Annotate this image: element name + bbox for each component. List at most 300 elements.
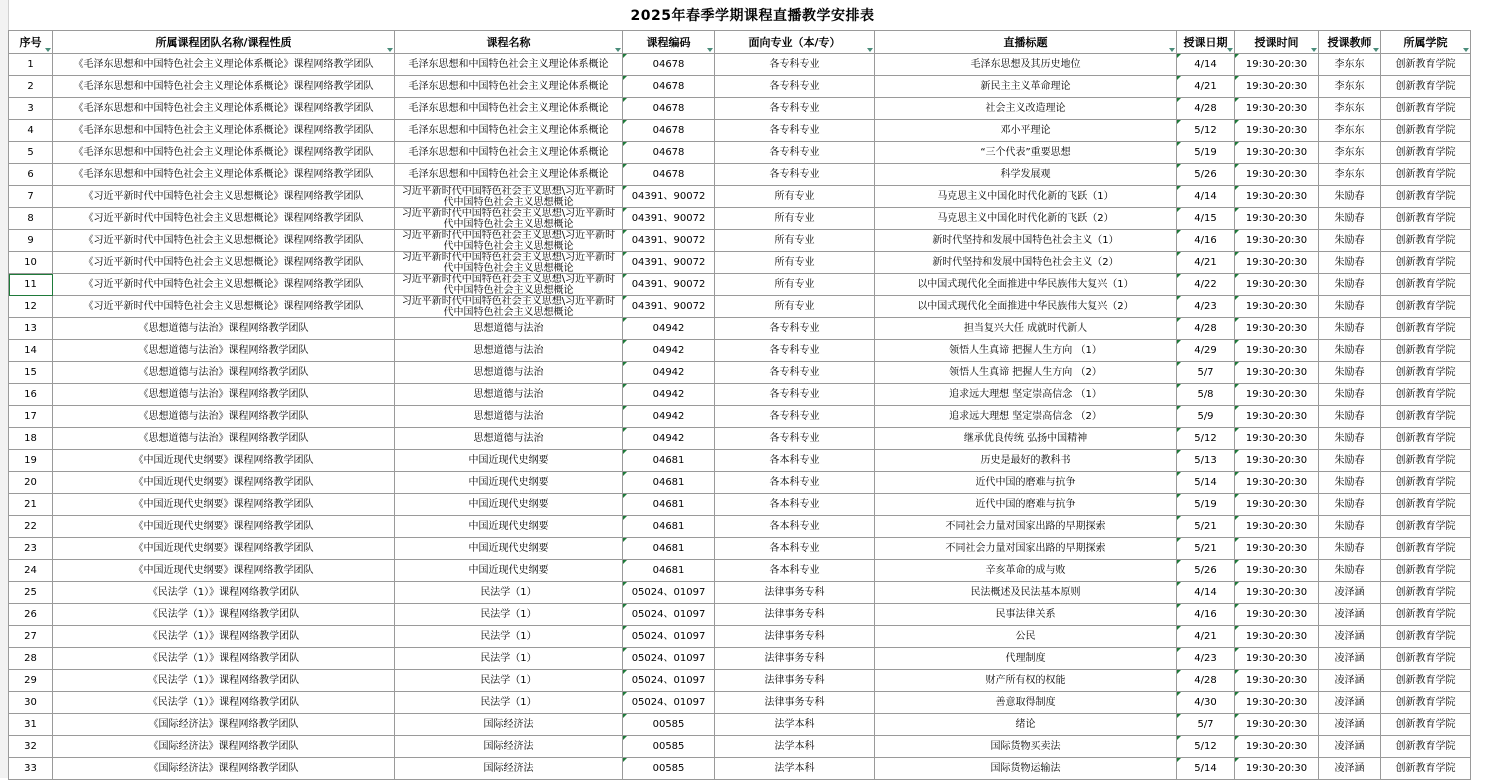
cell-teacher[interactable]: 李东东 bbox=[1319, 76, 1381, 98]
cell-time[interactable]: 19:30-20:30 bbox=[1235, 648, 1319, 670]
cell-major[interactable]: 法律事务专科 bbox=[715, 692, 875, 714]
cell-live-title[interactable]: 历史是最好的教科书 bbox=[875, 450, 1177, 472]
cell-code[interactable]: 04942 bbox=[623, 318, 715, 340]
cell-live-title[interactable]: 民法概述及民法基本原则 bbox=[875, 582, 1177, 604]
cell-code[interactable]: 04391、90072 bbox=[623, 208, 715, 230]
cell-course[interactable]: 中国近现代史纲要 bbox=[395, 538, 623, 560]
cell-major[interactable]: 各本科专业 bbox=[715, 472, 875, 494]
cell-team[interactable]: 《中国近现代史纲要》课程网络教学团队 bbox=[53, 516, 395, 538]
cell-time[interactable]: 19:30-20:30 bbox=[1235, 230, 1319, 252]
cell-teacher[interactable]: 朱励春 bbox=[1319, 472, 1381, 494]
cell-college[interactable]: 创新教育学院 bbox=[1381, 318, 1471, 340]
header-cell-major[interactable]: 面向专业（本/专） bbox=[715, 31, 875, 54]
cell-live-title[interactable]: 社会主义改造理论 bbox=[875, 98, 1177, 120]
cell-live-title[interactable]: 新时代坚持和发展中国特色社会主义（1） bbox=[875, 230, 1177, 252]
cell-team[interactable]: 《中国近现代史纲要》课程网络教学团队 bbox=[53, 450, 395, 472]
cell-time[interactable]: 19:30-20:30 bbox=[1235, 758, 1319, 780]
cell-index[interactable]: 16 bbox=[9, 384, 53, 406]
cell-teacher[interactable]: 李东东 bbox=[1319, 98, 1381, 120]
cell-major[interactable]: 所有专业 bbox=[715, 296, 875, 318]
cell-course[interactable]: 思想道德与法治 bbox=[395, 318, 623, 340]
cell-major[interactable]: 各专科专业 bbox=[715, 362, 875, 384]
cell-code[interactable]: 05024、01097 bbox=[623, 626, 715, 648]
cell-teacher[interactable]: 朱励春 bbox=[1319, 208, 1381, 230]
cell-major[interactable]: 各本科专业 bbox=[715, 516, 875, 538]
cell-major[interactable]: 各本科专业 bbox=[715, 560, 875, 582]
cell-code[interactable]: 04681 bbox=[623, 450, 715, 472]
cell-date[interactable]: 5/26 bbox=[1177, 164, 1235, 186]
header-cell-teacher[interactable]: 授课教师 bbox=[1319, 31, 1381, 54]
header-cell-college[interactable]: 所属学院 bbox=[1381, 31, 1471, 54]
cell-code[interactable]: 05024、01097 bbox=[623, 692, 715, 714]
cell-index[interactable]: 19 bbox=[9, 450, 53, 472]
cell-index[interactable]: 1 bbox=[9, 54, 53, 76]
cell-live-title[interactable]: 新时代坚持和发展中国特色社会主义（2） bbox=[875, 252, 1177, 274]
cell-course[interactable]: 民法学（1） bbox=[395, 604, 623, 626]
cell-live-title[interactable]: 辛亥革命的成与败 bbox=[875, 560, 1177, 582]
cell-major[interactable]: 所有专业 bbox=[715, 252, 875, 274]
cell-index[interactable]: 23 bbox=[9, 538, 53, 560]
cell-live-title[interactable]: 不同社会力量对国家出路的早期探索 bbox=[875, 538, 1177, 560]
cell-college[interactable]: 创新教育学院 bbox=[1381, 252, 1471, 274]
cell-date[interactable]: 5/19 bbox=[1177, 494, 1235, 516]
cell-date[interactable]: 4/23 bbox=[1177, 648, 1235, 670]
cell-time[interactable]: 19:30-20:30 bbox=[1235, 208, 1319, 230]
cell-team[interactable]: 《习近平新时代中国特色社会主义思想概论》课程网络教学团队 bbox=[53, 186, 395, 208]
cell-major[interactable]: 所有专业 bbox=[715, 274, 875, 296]
cell-date[interactable]: 4/14 bbox=[1177, 186, 1235, 208]
cell-teacher[interactable]: 凌泽涵 bbox=[1319, 692, 1381, 714]
cell-index[interactable]: 10 bbox=[9, 252, 53, 274]
cell-live-title[interactable]: 邓小平理论 bbox=[875, 120, 1177, 142]
cell-course[interactable]: 思想道德与法治 bbox=[395, 428, 623, 450]
cell-college[interactable]: 创新教育学院 bbox=[1381, 758, 1471, 780]
cell-teacher[interactable]: 朱励春 bbox=[1319, 560, 1381, 582]
cell-live-title[interactable]: 追求远大理想 坚定崇高信念 （2） bbox=[875, 406, 1177, 428]
cell-major[interactable]: 各专科专业 bbox=[715, 76, 875, 98]
cell-date[interactable]: 4/23 bbox=[1177, 296, 1235, 318]
header-cell-time[interactable]: 授课时间 bbox=[1235, 31, 1319, 54]
cell-team[interactable]: 《中国近现代史纲要》课程网络教学团队 bbox=[53, 538, 395, 560]
cell-course[interactable]: 中国近现代史纲要 bbox=[395, 494, 623, 516]
cell-team[interactable]: 《毛泽东思想和中国特色社会主义理论体系概论》课程网络教学团队 bbox=[53, 120, 395, 142]
cell-course[interactable]: 国际经济法 bbox=[395, 736, 623, 758]
cell-major[interactable]: 各专科专业 bbox=[715, 340, 875, 362]
cell-time[interactable]: 19:30-20:30 bbox=[1235, 384, 1319, 406]
cell-teacher[interactable]: 凌泽涵 bbox=[1319, 670, 1381, 692]
cell-major[interactable]: 各专科专业 bbox=[715, 98, 875, 120]
cell-code[interactable]: 05024、01097 bbox=[623, 670, 715, 692]
cell-date[interactable]: 5/26 bbox=[1177, 560, 1235, 582]
cell-index[interactable]: 24 bbox=[9, 560, 53, 582]
cell-teacher[interactable]: 凌泽涵 bbox=[1319, 604, 1381, 626]
cell-index[interactable]: 4 bbox=[9, 120, 53, 142]
cell-course[interactable]: 毛泽东思想和中国特色社会主义理论体系概论 bbox=[395, 142, 623, 164]
cell-date[interactable]: 4/21 bbox=[1177, 76, 1235, 98]
cell-date[interactable]: 5/8 bbox=[1177, 384, 1235, 406]
cell-code[interactable]: 04678 bbox=[623, 164, 715, 186]
cell-time[interactable]: 19:30-20:30 bbox=[1235, 186, 1319, 208]
cell-teacher[interactable]: 朱励春 bbox=[1319, 450, 1381, 472]
cell-date[interactable]: 4/21 bbox=[1177, 626, 1235, 648]
cell-index[interactable]: 8 bbox=[9, 208, 53, 230]
cell-time[interactable]: 19:30-20:30 bbox=[1235, 494, 1319, 516]
cell-time[interactable]: 19:30-20:30 bbox=[1235, 626, 1319, 648]
cell-index[interactable]: 15 bbox=[9, 362, 53, 384]
cell-college[interactable]: 创新教育学院 bbox=[1381, 120, 1471, 142]
cell-date[interactable]: 5/7 bbox=[1177, 714, 1235, 736]
cell-major[interactable]: 各专科专业 bbox=[715, 406, 875, 428]
cell-major[interactable]: 各本科专业 bbox=[715, 494, 875, 516]
cell-college[interactable]: 创新教育学院 bbox=[1381, 538, 1471, 560]
cell-code[interactable]: 04678 bbox=[623, 142, 715, 164]
cell-teacher[interactable]: 凌泽涵 bbox=[1319, 626, 1381, 648]
cell-course[interactable]: 中国近现代史纲要 bbox=[395, 472, 623, 494]
cell-date[interactable]: 4/21 bbox=[1177, 252, 1235, 274]
cell-index[interactable]: 27 bbox=[9, 626, 53, 648]
cell-course[interactable]: 毛泽东思想和中国特色社会主义理论体系概论 bbox=[395, 54, 623, 76]
cell-index[interactable]: 20 bbox=[9, 472, 53, 494]
cell-college[interactable]: 创新教育学院 bbox=[1381, 274, 1471, 296]
cell-time[interactable]: 19:30-20:30 bbox=[1235, 428, 1319, 450]
cell-time[interactable]: 19:30-20:30 bbox=[1235, 472, 1319, 494]
cell-course[interactable]: 民法学（1） bbox=[395, 670, 623, 692]
cell-team[interactable]: 《习近平新时代中国特色社会主义思想概论》课程网络教学团队 bbox=[53, 252, 395, 274]
cell-course[interactable]: 民法学（1） bbox=[395, 582, 623, 604]
cell-code[interactable]: 04678 bbox=[623, 54, 715, 76]
cell-time[interactable]: 19:30-20:30 bbox=[1235, 98, 1319, 120]
cell-teacher[interactable]: 朱励春 bbox=[1319, 428, 1381, 450]
cell-course[interactable]: 毛泽东思想和中国特色社会主义理论体系概论 bbox=[395, 98, 623, 120]
cell-course[interactable]: 思想道德与法治 bbox=[395, 384, 623, 406]
cell-time[interactable]: 19:30-20:30 bbox=[1235, 54, 1319, 76]
cell-course[interactable]: 习近平新时代中国特色社会主义思想\习近平新时代中国特色社会主义思想概论 bbox=[395, 230, 623, 252]
cell-team[interactable]: 《习近平新时代中国特色社会主义思想概论》课程网络教学团队 bbox=[53, 296, 395, 318]
cell-college[interactable]: 创新教育学院 bbox=[1381, 406, 1471, 428]
cell-index[interactable]: 11 bbox=[9, 274, 53, 296]
cell-index[interactable]: 26 bbox=[9, 604, 53, 626]
cell-team[interactable]: 《国际经济法》课程网络教学团队 bbox=[53, 758, 395, 780]
cell-team[interactable]: 《民法学（1）》课程网络教学团队 bbox=[53, 582, 395, 604]
cell-major[interactable]: 各专科专业 bbox=[715, 384, 875, 406]
cell-course[interactable]: 民法学（1） bbox=[395, 648, 623, 670]
cell-team[interactable]: 《民法学（1）》课程网络教学团队 bbox=[53, 648, 395, 670]
cell-team[interactable]: 《中国近现代史纲要》课程网络教学团队 bbox=[53, 560, 395, 582]
cell-college[interactable]: 创新教育学院 bbox=[1381, 428, 1471, 450]
cell-index[interactable]: 22 bbox=[9, 516, 53, 538]
cell-course[interactable]: 习近平新时代中国特色社会主义思想\习近平新时代中国特色社会主义思想概论 bbox=[395, 186, 623, 208]
cell-code[interactable]: 00585 bbox=[623, 714, 715, 736]
cell-major[interactable]: 各专科专业 bbox=[715, 54, 875, 76]
cell-course[interactable]: 思想道德与法治 bbox=[395, 362, 623, 384]
cell-course[interactable]: 民法学（1） bbox=[395, 692, 623, 714]
cell-time[interactable]: 19:30-20:30 bbox=[1235, 714, 1319, 736]
cell-course[interactable]: 习近平新时代中国特色社会主义思想\习近平新时代中国特色社会主义思想概论 bbox=[395, 296, 623, 318]
cell-live-title[interactable]: 代理制度 bbox=[875, 648, 1177, 670]
cell-date[interactable]: 4/16 bbox=[1177, 604, 1235, 626]
cell-teacher[interactable]: 李东东 bbox=[1319, 120, 1381, 142]
cell-major[interactable]: 各本科专业 bbox=[715, 450, 875, 472]
cell-teacher[interactable]: 朱励春 bbox=[1319, 406, 1381, 428]
cell-major[interactable]: 法学本科 bbox=[715, 714, 875, 736]
cell-course[interactable]: 毛泽东思想和中国特色社会主义理论体系概论 bbox=[395, 164, 623, 186]
cell-time[interactable]: 19:30-20:30 bbox=[1235, 274, 1319, 296]
cell-course[interactable]: 国际经济法 bbox=[395, 758, 623, 780]
cell-date[interactable]: 4/14 bbox=[1177, 54, 1235, 76]
cell-college[interactable]: 创新教育学院 bbox=[1381, 736, 1471, 758]
cell-team[interactable]: 《国际经济法》课程网络教学团队 bbox=[53, 714, 395, 736]
cell-college[interactable]: 创新教育学院 bbox=[1381, 142, 1471, 164]
cell-team[interactable]: 《毛泽东思想和中国特色社会主义理论体系概论》课程网络教学团队 bbox=[53, 76, 395, 98]
cell-teacher[interactable]: 凌泽涵 bbox=[1319, 582, 1381, 604]
cell-index[interactable]: 25 bbox=[9, 582, 53, 604]
cell-course[interactable]: 中国近现代史纲要 bbox=[395, 516, 623, 538]
cell-course[interactable]: 中国近现代史纲要 bbox=[395, 560, 623, 582]
cell-code[interactable]: 04681 bbox=[623, 494, 715, 516]
cell-date[interactable]: 5/12 bbox=[1177, 428, 1235, 450]
cell-time[interactable]: 19:30-20:30 bbox=[1235, 296, 1319, 318]
cell-code[interactable]: 04678 bbox=[623, 98, 715, 120]
cell-major[interactable]: 法律事务专科 bbox=[715, 604, 875, 626]
cell-time[interactable]: 19:30-20:30 bbox=[1235, 340, 1319, 362]
cell-live-title[interactable]: 善意取得制度 bbox=[875, 692, 1177, 714]
cell-team[interactable]: 《思想道德与法治》课程网络教学团队 bbox=[53, 384, 395, 406]
cell-index[interactable]: 29 bbox=[9, 670, 53, 692]
cell-course[interactable]: 毛泽东思想和中国特色社会主义理论体系概论 bbox=[395, 120, 623, 142]
cell-college[interactable]: 创新教育学院 bbox=[1381, 362, 1471, 384]
cell-time[interactable]: 19:30-20:30 bbox=[1235, 252, 1319, 274]
cell-live-title[interactable]: 绪论 bbox=[875, 714, 1177, 736]
cell-team[interactable]: 《毛泽东思想和中国特色社会主义理论体系概论》课程网络教学团队 bbox=[53, 98, 395, 120]
cell-teacher[interactable]: 朱励春 bbox=[1319, 538, 1381, 560]
cell-time[interactable]: 19:30-20:30 bbox=[1235, 538, 1319, 560]
cell-code[interactable]: 04678 bbox=[623, 120, 715, 142]
cell-teacher[interactable]: 朱励春 bbox=[1319, 186, 1381, 208]
cell-course[interactable]: 习近平新时代中国特色社会主义思想\习近平新时代中国特色社会主义思想概论 bbox=[395, 208, 623, 230]
cell-teacher[interactable]: 朱励春 bbox=[1319, 296, 1381, 318]
cell-live-title[interactable]: 财产所有权的权能 bbox=[875, 670, 1177, 692]
cell-major[interactable]: 法律事务专科 bbox=[715, 648, 875, 670]
cell-code[interactable]: 04681 bbox=[623, 560, 715, 582]
cell-course[interactable]: 毛泽东思想和中国特色社会主义理论体系概论 bbox=[395, 76, 623, 98]
cell-live-title[interactable]: 不同社会力量对国家出路的早期探索 bbox=[875, 516, 1177, 538]
cell-college[interactable]: 创新教育学院 bbox=[1381, 670, 1471, 692]
cell-major[interactable]: 法律事务专科 bbox=[715, 582, 875, 604]
cell-code[interactable]: 05024、01097 bbox=[623, 648, 715, 670]
cell-teacher[interactable]: 朱励春 bbox=[1319, 494, 1381, 516]
cell-team[interactable]: 《中国近现代史纲要》课程网络教学团队 bbox=[53, 472, 395, 494]
cell-major[interactable]: 各专科专业 bbox=[715, 318, 875, 340]
cell-major[interactable]: 各专科专业 bbox=[715, 142, 875, 164]
cell-major[interactable]: 所有专业 bbox=[715, 208, 875, 230]
cell-time[interactable]: 19:30-20:30 bbox=[1235, 560, 1319, 582]
cell-live-title[interactable]: 领悟人生真谛 把握人生方向 （1） bbox=[875, 340, 1177, 362]
cell-time[interactable]: 19:30-20:30 bbox=[1235, 516, 1319, 538]
cell-team[interactable]: 《毛泽东思想和中国特色社会主义理论体系概论》课程网络教学团队 bbox=[53, 164, 395, 186]
cell-college[interactable]: 创新教育学院 bbox=[1381, 692, 1471, 714]
cell-college[interactable]: 创新教育学院 bbox=[1381, 714, 1471, 736]
cell-live-title[interactable]: 领悟人生真谛 把握人生方向 （2） bbox=[875, 362, 1177, 384]
cell-team[interactable]: 《国际经济法》课程网络教学团队 bbox=[53, 736, 395, 758]
cell-live-title[interactable]: 国际货物运输法 bbox=[875, 758, 1177, 780]
cell-team[interactable]: 《习近平新时代中国特色社会主义思想概论》课程网络教学团队 bbox=[53, 208, 395, 230]
cell-major[interactable]: 各专科专业 bbox=[715, 120, 875, 142]
cell-college[interactable]: 创新教育学院 bbox=[1381, 516, 1471, 538]
cell-teacher[interactable]: 朱励春 bbox=[1319, 340, 1381, 362]
cell-team[interactable]: 《思想道德与法治》课程网络教学团队 bbox=[53, 340, 395, 362]
cell-index[interactable]: 7 bbox=[9, 186, 53, 208]
cell-major[interactable]: 各本科专业 bbox=[715, 538, 875, 560]
cell-time[interactable]: 19:30-20:30 bbox=[1235, 450, 1319, 472]
cell-code[interactable]: 04391、90072 bbox=[623, 274, 715, 296]
cell-teacher[interactable]: 朱励春 bbox=[1319, 230, 1381, 252]
cell-index[interactable]: 28 bbox=[9, 648, 53, 670]
cell-code[interactable]: 04681 bbox=[623, 538, 715, 560]
cell-college[interactable]: 创新教育学院 bbox=[1381, 76, 1471, 98]
cell-date[interactable]: 4/15 bbox=[1177, 208, 1235, 230]
cell-major[interactable]: 各专科专业 bbox=[715, 164, 875, 186]
cell-index[interactable]: 32 bbox=[9, 736, 53, 758]
header-cell-code[interactable]: 课程编码 bbox=[623, 31, 715, 54]
cell-date[interactable]: 5/14 bbox=[1177, 758, 1235, 780]
cell-index[interactable]: 33 bbox=[9, 758, 53, 780]
cell-index[interactable]: 12 bbox=[9, 296, 53, 318]
cell-teacher[interactable]: 凌泽涵 bbox=[1319, 758, 1381, 780]
cell-team[interactable]: 《民法学（1）》课程网络教学团队 bbox=[53, 692, 395, 714]
cell-team[interactable]: 《思想道德与法治》课程网络教学团队 bbox=[53, 406, 395, 428]
cell-major[interactable]: 各专科专业 bbox=[715, 428, 875, 450]
cell-index[interactable]: 17 bbox=[9, 406, 53, 428]
cell-time[interactable]: 19:30-20:30 bbox=[1235, 406, 1319, 428]
cell-teacher[interactable]: 李东东 bbox=[1319, 142, 1381, 164]
cell-college[interactable]: 创新教育学院 bbox=[1381, 648, 1471, 670]
cell-college[interactable]: 创新教育学院 bbox=[1381, 494, 1471, 516]
cell-live-title[interactable]: 民事法律关系 bbox=[875, 604, 1177, 626]
cell-major[interactable]: 所有专业 bbox=[715, 230, 875, 252]
header-cell-course[interactable]: 课程名称 bbox=[395, 31, 623, 54]
cell-college[interactable]: 创新教育学院 bbox=[1381, 582, 1471, 604]
cell-code[interactable]: 04942 bbox=[623, 384, 715, 406]
cell-date[interactable]: 4/28 bbox=[1177, 318, 1235, 340]
header-cell-index[interactable]: 序号 bbox=[9, 31, 53, 54]
cell-major[interactable]: 法律事务专科 bbox=[715, 670, 875, 692]
cell-code[interactable]: 04391、90072 bbox=[623, 230, 715, 252]
cell-college[interactable]: 创新教育学院 bbox=[1381, 54, 1471, 76]
cell-college[interactable]: 创新教育学院 bbox=[1381, 208, 1471, 230]
cell-date[interactable]: 4/29 bbox=[1177, 340, 1235, 362]
cell-code[interactable]: 05024、01097 bbox=[623, 604, 715, 626]
cell-index[interactable]: 13 bbox=[9, 318, 53, 340]
cell-live-title[interactable]: 马克思主义中国化时代化新的飞跃（2） bbox=[875, 208, 1177, 230]
cell-teacher[interactable]: 朱励春 bbox=[1319, 362, 1381, 384]
header-cell-team[interactable]: 所属课程团队名称/课程性质 bbox=[53, 31, 395, 54]
cell-team[interactable]: 《思想道德与法治》课程网络教学团队 bbox=[53, 428, 395, 450]
cell-time[interactable]: 19:30-20:30 bbox=[1235, 582, 1319, 604]
cell-code[interactable]: 04942 bbox=[623, 340, 715, 362]
cell-college[interactable]: 创新教育学院 bbox=[1381, 186, 1471, 208]
cell-course[interactable]: 国际经济法 bbox=[395, 714, 623, 736]
cell-date[interactable]: 5/21 bbox=[1177, 538, 1235, 560]
cell-course[interactable]: 习近平新时代中国特色社会主义思想\习近平新时代中国特色社会主义思想概论 bbox=[395, 252, 623, 274]
cell-course[interactable]: 思想道德与法治 bbox=[395, 406, 623, 428]
cell-teacher[interactable]: 朱励春 bbox=[1319, 516, 1381, 538]
cell-code[interactable]: 00585 bbox=[623, 736, 715, 758]
cell-college[interactable]: 创新教育学院 bbox=[1381, 340, 1471, 362]
cell-index[interactable]: 5 bbox=[9, 142, 53, 164]
cell-live-title[interactable]: 近代中国的磨难与抗争 bbox=[875, 494, 1177, 516]
cell-teacher[interactable]: 朱励春 bbox=[1319, 318, 1381, 340]
cell-index[interactable]: 14 bbox=[9, 340, 53, 362]
cell-live-title[interactable]: 以中国式现代化全面推进中华民族伟大复兴（2） bbox=[875, 296, 1177, 318]
cell-college[interactable]: 创新教育学院 bbox=[1381, 384, 1471, 406]
cell-course[interactable]: 习近平新时代中国特色社会主义思想\习近平新时代中国特色社会主义思想概论 bbox=[395, 274, 623, 296]
cell-college[interactable]: 创新教育学院 bbox=[1381, 164, 1471, 186]
cell-index[interactable]: 30 bbox=[9, 692, 53, 714]
cell-index[interactable]: 18 bbox=[9, 428, 53, 450]
cell-code[interactable]: 05024、01097 bbox=[623, 582, 715, 604]
cell-index[interactable]: 31 bbox=[9, 714, 53, 736]
cell-index[interactable]: 6 bbox=[9, 164, 53, 186]
cell-major[interactable]: 法学本科 bbox=[715, 758, 875, 780]
header-cell-date[interactable]: 授课日期 bbox=[1177, 31, 1235, 54]
cell-date[interactable]: 4/28 bbox=[1177, 98, 1235, 120]
cell-index[interactable]: 2 bbox=[9, 76, 53, 98]
cell-date[interactable]: 4/22 bbox=[1177, 274, 1235, 296]
cell-code[interactable]: 04942 bbox=[623, 406, 715, 428]
cell-teacher[interactable]: 朱励春 bbox=[1319, 252, 1381, 274]
cell-teacher[interactable]: 李东东 bbox=[1319, 164, 1381, 186]
cell-live-title[interactable]: 继承优良传统 弘扬中国精神 bbox=[875, 428, 1177, 450]
cell-code[interactable]: 04391、90072 bbox=[623, 296, 715, 318]
cell-time[interactable]: 19:30-20:30 bbox=[1235, 604, 1319, 626]
cell-team[interactable]: 《习近平新时代中国特色社会主义思想概论》课程网络教学团队 bbox=[53, 274, 395, 296]
cell-course[interactable]: 民法学（1） bbox=[395, 626, 623, 648]
cell-team[interactable]: 《思想道德与法治》课程网络教学团队 bbox=[53, 318, 395, 340]
cell-major[interactable]: 法学本科 bbox=[715, 736, 875, 758]
cell-college[interactable]: 创新教育学院 bbox=[1381, 450, 1471, 472]
cell-live-title[interactable]: 以中国式现代化全面推进中华民族伟大复兴（1） bbox=[875, 274, 1177, 296]
cell-date[interactable]: 5/7 bbox=[1177, 362, 1235, 384]
cell-team[interactable]: 《毛泽东思想和中国特色社会主义理论体系概论》课程网络教学团队 bbox=[53, 142, 395, 164]
cell-course[interactable]: 思想道德与法治 bbox=[395, 340, 623, 362]
cell-team[interactable]: 《民法学（1）》课程网络教学团队 bbox=[53, 670, 395, 692]
cell-live-title[interactable]: 新民主主义革命理论 bbox=[875, 76, 1177, 98]
cell-live-title[interactable]: “三个代表”重要思想 bbox=[875, 142, 1177, 164]
cell-teacher[interactable]: 凌泽涵 bbox=[1319, 714, 1381, 736]
cell-date[interactable]: 4/28 bbox=[1177, 670, 1235, 692]
cell-major[interactable]: 法律事务专科 bbox=[715, 626, 875, 648]
cell-live-title[interactable]: 公民 bbox=[875, 626, 1177, 648]
cell-college[interactable]: 创新教育学院 bbox=[1381, 604, 1471, 626]
cell-date[interactable]: 4/30 bbox=[1177, 692, 1235, 714]
cell-time[interactable]: 19:30-20:30 bbox=[1235, 362, 1319, 384]
cell-team[interactable]: 《毛泽东思想和中国特色社会主义理论体系概论》课程网络教学团队 bbox=[53, 54, 395, 76]
cell-code[interactable]: 00585 bbox=[623, 758, 715, 780]
cell-code[interactable]: 04391、90072 bbox=[623, 252, 715, 274]
cell-college[interactable]: 创新教育学院 bbox=[1381, 296, 1471, 318]
cell-teacher[interactable]: 凌泽涵 bbox=[1319, 736, 1381, 758]
cell-course[interactable]: 中国近现代史纲要 bbox=[395, 450, 623, 472]
cell-team[interactable]: 《思想道德与法治》课程网络教学团队 bbox=[53, 362, 395, 384]
cell-live-title[interactable]: 近代中国的磨难与抗争 bbox=[875, 472, 1177, 494]
cell-time[interactable]: 19:30-20:30 bbox=[1235, 670, 1319, 692]
cell-team[interactable]: 《习近平新时代中国特色社会主义思想概论》课程网络教学团队 bbox=[53, 230, 395, 252]
cell-time[interactable]: 19:30-20:30 bbox=[1235, 736, 1319, 758]
cell-college[interactable]: 创新教育学院 bbox=[1381, 560, 1471, 582]
cell-major[interactable]: 所有专业 bbox=[715, 186, 875, 208]
cell-college[interactable]: 创新教育学院 bbox=[1381, 98, 1471, 120]
cell-live-title[interactable]: 毛泽东思想及其历史地位 bbox=[875, 54, 1177, 76]
